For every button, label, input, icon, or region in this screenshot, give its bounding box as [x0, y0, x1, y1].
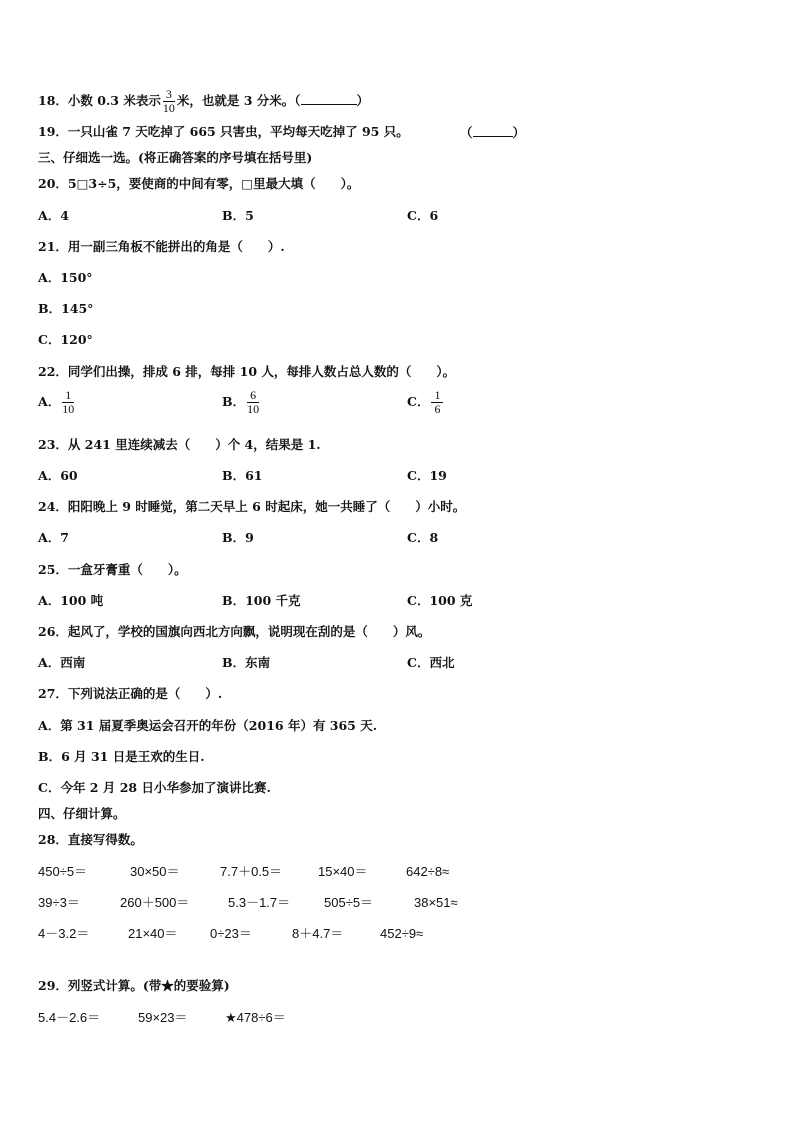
option-24-c[interactable]: C．8 — [407, 530, 439, 545]
question-18-text: 18．小数 0.3 米表示 — [38, 93, 161, 108]
calc-r1-1: 450÷5＝ — [38, 864, 88, 879]
question-29: 29．列竖式计算。(带★的要验算) — [38, 978, 230, 993]
option-20-a[interactable]: A．4 — [38, 208, 69, 223]
calc-r2-2: 260＋500＝ — [120, 895, 190, 910]
option-22-c[interactable]: C． $\frac{1}{6}$ — [407, 389, 445, 416]
calc-r1-2: 30×50＝ — [130, 864, 180, 879]
calc-r3-5: 452÷9≈ — [380, 926, 424, 941]
option-20-b[interactable]: B．5 — [222, 208, 254, 223]
option-21-c[interactable]: C．120° — [38, 332, 93, 347]
option-25-a[interactable]: A．100 吨 — [38, 593, 104, 608]
option-27-b[interactable]: B．6 月 31 日是王欢的生日. — [38, 749, 205, 764]
option-23-a[interactable]: A．60 — [38, 468, 78, 483]
calc-r1-4: 15×40＝ — [318, 864, 368, 879]
option-24-a[interactable]: A．7 — [38, 530, 69, 545]
answer-blank-18[interactable] — [301, 92, 357, 105]
option-26-b[interactable]: B．东南 — [222, 655, 271, 670]
calc-r1-5: 642÷8≈ — [406, 864, 450, 879]
question-19-text: 19．一只山雀 7 天吃掉了 665 只害虫，平均每天吃掉了 95 只。 — [38, 124, 409, 139]
question-19 — [38, 124, 409, 140]
question-20: 20．5□3÷5，要使商的中间有零，□里最大填（ ）。 — [38, 176, 360, 191]
option-22-b[interactable]: B． $\frac{6}{10}$ — [222, 388, 260, 416]
calc-r2-1: 39÷3＝ — [38, 895, 80, 910]
section-title-3: 三、仔细选一选。(将正确答案的序号填在括号里) — [38, 150, 313, 165]
option-25-b[interactable]: B．100 千克 — [222, 593, 301, 608]
option-27-c[interactable]: C．今年 2 月 28 日小华参加了演讲比赛. — [38, 780, 271, 795]
vertical-calc-2: 59×23＝ — [138, 1010, 188, 1025]
calc-r1-3: 7.7＋0.5＝ — [220, 864, 283, 879]
option-26-a[interactable]: A．西南 — [38, 655, 86, 670]
question-22: 22．同学们出操，排成 6 排，每排 10 人，每排人数占总人数的（ ）。 — [38, 364, 456, 379]
fraction-6-10: $\frac{6}{10}$ — [247, 388, 260, 416]
fraction-1-6: $\frac{1}{6}$ — [431, 389, 443, 416]
option-23-b[interactable]: B．61 — [222, 468, 263, 483]
question-26: 26．起风了，学校的国旗向西北方向飘，说明现在刮的是（ ）风。 — [38, 624, 431, 639]
option-23-c[interactable]: C．19 — [407, 468, 447, 483]
question-27: 27．下列说法正确的是（ ）. — [38, 686, 223, 701]
option-21-b[interactable]: B．145° — [38, 301, 94, 316]
vertical-calc-1: 5.4－2.6＝ — [38, 1010, 101, 1025]
answer-slot-19: （ ） — [460, 125, 526, 140]
calc-r3-2: 21×40＝ — [128, 926, 178, 941]
option-27-a[interactable]: A．第 31 届夏季奥运会召开的年份（2016 年）有 365 天. — [38, 718, 378, 733]
fraction-3-10: $\frac{3}{10}$ — [162, 87, 175, 115]
question-18-text-2: 米，也就是 3 分米。（ — [176, 93, 301, 108]
question-18: 18．小数 0.3 米表示 $\frac{3}{10}$ 米，也就是 3 分米。（ ） — [38, 87, 370, 115]
question-23: 23．从 241 里连续减去（ ）个 4，结果是 1. — [38, 437, 321, 452]
calc-r2-4: 505÷5＝ — [324, 895, 374, 910]
answer-blank-19[interactable] — [473, 124, 513, 137]
question-28: 28．直接写得数。 — [38, 832, 143, 847]
option-25-c[interactable]: C．100 克 — [407, 593, 473, 608]
calc-r2-3: 5.3－1.7＝ — [228, 895, 291, 910]
option-22-a[interactable]: A． $\frac{1}{10}$ — [38, 388, 75, 416]
option-21-a[interactable]: A．150° — [38, 270, 93, 285]
option-26-c[interactable]: C．西北 — [407, 655, 455, 670]
vertical-calc-3: ★478÷6＝ — [225, 1010, 286, 1025]
option-24-b[interactable]: B．9 — [222, 530, 254, 545]
calc-r3-4: 8＋4.7＝ — [292, 926, 344, 941]
calc-r2-5: 38×51≈ — [414, 895, 458, 910]
fraction-1-10: $\frac{1}{10}$ — [62, 388, 75, 416]
question-21: 21．用一副三角板不能拼出的角是（ ）. — [38, 239, 285, 254]
question-24: 24．阳阳晚上 9 时睡觉，第二天早上 6 时起床，她一共睡了（ ）小时。 — [38, 499, 466, 514]
calc-r3-3: 0÷23＝ — [210, 926, 252, 941]
calc-r3-1: 4－3.2＝ — [38, 926, 90, 941]
option-20-c[interactable]: C．6 — [407, 208, 439, 223]
section-title-4: 四、仔细计算。 — [38, 806, 126, 821]
question-25: 25．一盒牙膏重（ ）。 — [38, 562, 187, 577]
